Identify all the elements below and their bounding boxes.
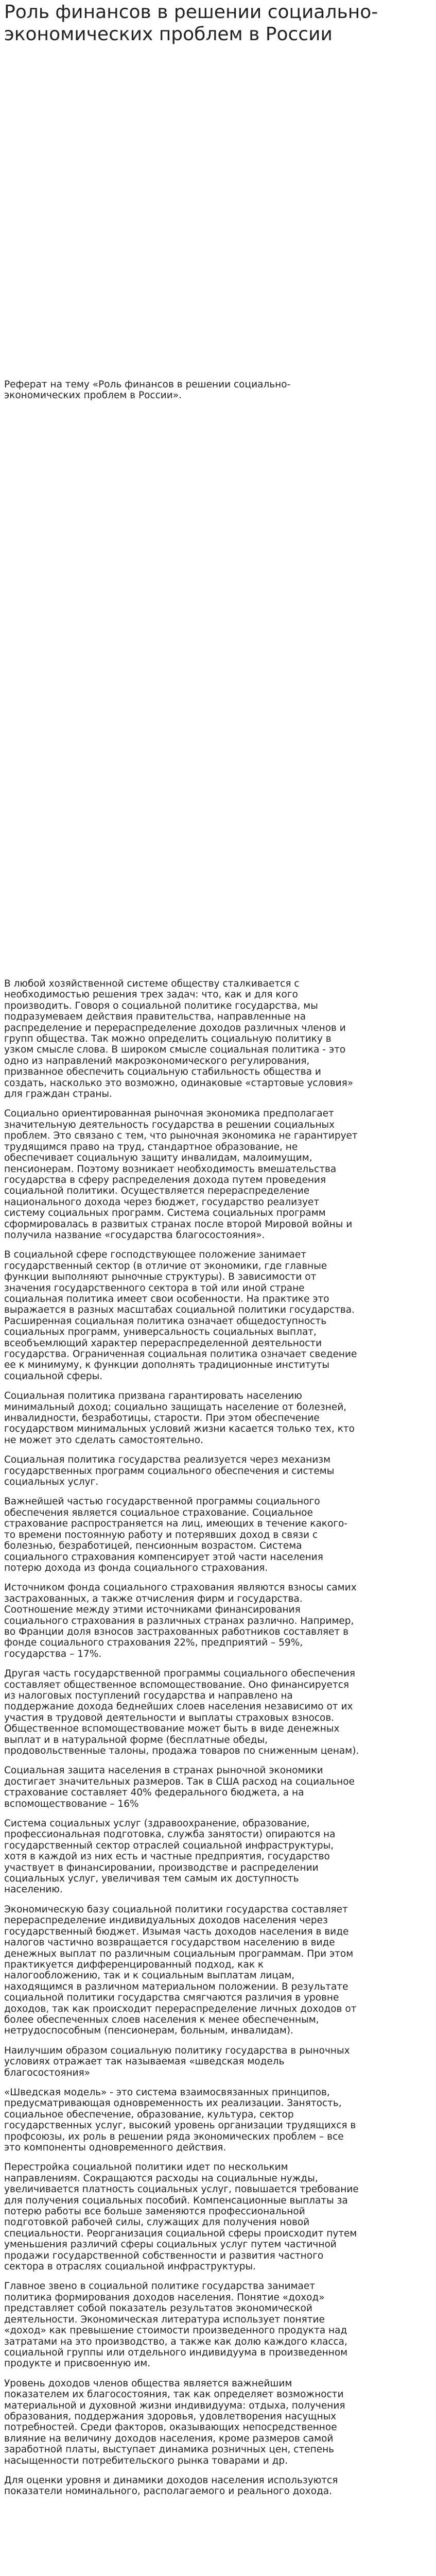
document-title: Роль финансов в решении социально- экономических проблем в России <box>4 2 378 45</box>
paragraph: Для оценки уровня и динамики доходов населения используются показатели номинального, располагаемого и реального дохода. <box>4 2475 338 2497</box>
abstract-text: Реферат на тему «Роль финансов в решении социально- экономических проблем в России». <box>4 379 291 401</box>
paragraph: Уровень доходов членов общества является важнейшим показателем их благосостояния, так как определяет возможности материальной и духовной жизни индивидуума: отдыха, получения образования, поддержания здоровья, удовлетворения насущных потребностей. Среди факторов, оказывающих непосредственное влияние на величину доходов населения, кроме размеров самой заработной платы, выступает динамика розничных цен, степень насыщенности потребительского рынка товарами и др. <box>4 2378 345 2466</box>
paragraph: Другая часть государственной программы социального обеспечения составляет общественное вспомоществование. Оно финансируется из налоговых поступлений государства и направлено на поддержание дохода беднейших слоев населения независимо от их участия в трудовой деятельности и выплаты страховых взносов. Общественное вспомоществование может быть в виде денежных выплат и в натуральной форме (бесплатные обеды, продовольственные талоны, продажа товаров по сниженным ценам). <box>4 1668 359 1756</box>
paragraph: В социальной сфере господствующее положение занимает государственный сектор (в отличие от экономики, где главные функции выполняют рыночные структуры). В зависимости от значения государственного сектора в той или иной стране социальная политика имеет свои особенности. На практике это выражается в разных масштабах социальной политики государства. Расширенная социальная политика означает общедоступность социальных программ, универсальность социальных выплат, всеобъемлющий характер перераспределенной деятельности государства. Ограниченная социальная политика означает сведение ее к минимуму, к функции дополнять традиционные институты социальной сферы. <box>4 1249 357 1382</box>
paragraph: Главное звено в социальной политике государства занимает политика формирования доходов населения. Понятие «доход» представляет собой показатель результатов экономической деятельности. Экономическая литература использует понятие «доход» как превышение стоимости произведенного продукта над затратами на это производство, а также как долю каждого класса, социальной группы или отдельного индивидуума в произведенном продукте и присвоенную им. <box>4 2281 348 2369</box>
paragraph: Важнейшей частью государственной программы социального обеспечения является социальное страхование. Социальное страхование распространяется на лиц, имеющих в течение какого- то времени постоянную работу и потерявших доход в связи с болезнью, безработицей, пенсионным возрастом. Система социального страхования компенсирует этой части населения потерю дохода из фонда социального страхования. <box>4 1496 347 1573</box>
paragraph: Социальная политика призвана гарантировать населению минимальный доход; социально защищать население от болезней, инвалидности, безработицы, старости. При этом обеспечение государством минимальных условий жизни касается только тех, кто не может это сделать самостоятельно. <box>4 1391 355 1446</box>
paragraph: Социальная политика государства реализуется через механизм государственных программ социального обеспечения и системы социальных услуг. <box>4 1454 335 1488</box>
paragraph: Наилучшим образом социальную политику государства в рыночных условиях отражает так называемая «шведская модель благосостояния» <box>4 2045 350 2078</box>
paragraph: Источником фонда социального страхования являются взносы самих застрахованных, а также отчисления фирм и государства. Соотношение между этими источниками финансирования социального страхования в различных странах различно. Например, во Франции доля взносов застрахованных работников составляет в фонде социального страхования 22%, предприятий – 59%, государства – 17%. <box>4 1582 357 1659</box>
paragraph: Экономическую базу социальной политики государства составляет перераспределение индивидуальных доходов населения через государственный бюджет. Изымая часть доходов населения в виде налогов частично возвращается государством населению в виде денежных выплат по различным социальным программам. При этом практикуется дифференцированный подход, как к налогообложению, так и к социальным выплатам лицам, находящимся в различном материальном положении. В результате социальной политики государства смягчаются различия в уровне доходов, так как происходит перераспределение личных доходов от более обеспеченных слоев населения к менее обеспеченным, нетрудоспособным (пенсионерам, больным, инвалидам). <box>4 1904 357 2037</box>
paragraph: Система социальных услуг (здравоохранение, образование, профессиональная подготовка, служба занятости) опираются на государственный сектор отраслей социальной инфраструктуры, хотя в каждой из них есть и частные предприятия, государство участвует в финансировании, производстве и распределении социальных услуг, увеличивая тем самым их доступность населению. <box>4 1818 336 1895</box>
paragraph: Социально ориентированная рыночная экономика предполагает значительную деятельность государства в решении социальных проблем. Это связано с тем, что рыночная экономика не гарантирует трудящимся право на труд, стандартное образование, не обеспечивает социальную защиту инвалидам, малоимущим, пенсионерам. Поэтому возникает необходимость вмешательства государства в сферу распределения дохода путем проведения социальной политики. Осуществляется перераспределение национального дохода через бюджет, государство реализует систему социальных программ. Система социальных программ сформировалась в развитых странах после второй Мировой войны и получила название «государства благосостояния». <box>4 1108 358 1241</box>
paragraph: Социальная защита населения в странах рыночной экономики достигает значительных размеров. Так в США расход на социальное страхование составляет 40% федерального бюджета, а на вспомоществование – 16% <box>4 1765 355 1809</box>
paragraph: Перестройка социальной политики идет по нескольким направлениям. Сокращаются расходы на социальные нужды, увеличивается платность социальных услуг, повышается требование для получения социальных пособий. Компенсационные выплаты за потерю работы все больше заменяются профессиональной подготовкой рабочей силы, служащих для получения новой специальности. Реорганизация социальной сферы происходит путем уменьшения различий сферы социальных услуг путем частичной продажи государственной собственности и развития частного сектора в отраслях социальной инфраструктуры. <box>4 2162 359 2273</box>
paragraph: «Шведская модель» - это система взаимосвязанных принципов, предусматривающая одновременность их реализации. Занятость, социальное обеспечение, образование, культура, сектор государственных услуг, высокий уровень организации трудящихся в профсоюзы, их роль в решении ряда экономических проблем – все это компоненты одновременного действия. <box>4 2087 356 2153</box>
article-body <box>4 978 359 2506</box>
paragraph: В любой хозяйственной системе обществу сталкивается с необходимостью решения трех задач: что, как и для кого производить. Говоря о социальной политике государства, мы подразумеваем действия правительства, направленные на распределение и перераспределение доходов различных членов и групп общества. Так можно определить социальную политику в узком смысле слова. В широком смысле социальная политика - это одно из направлений макроэкономического регулирования, призванное обеспечить социальную стабильность общества и создать, насколько это возможно, одинаковые «стартовые условия» для граждан страны. <box>4 978 354 1100</box>
